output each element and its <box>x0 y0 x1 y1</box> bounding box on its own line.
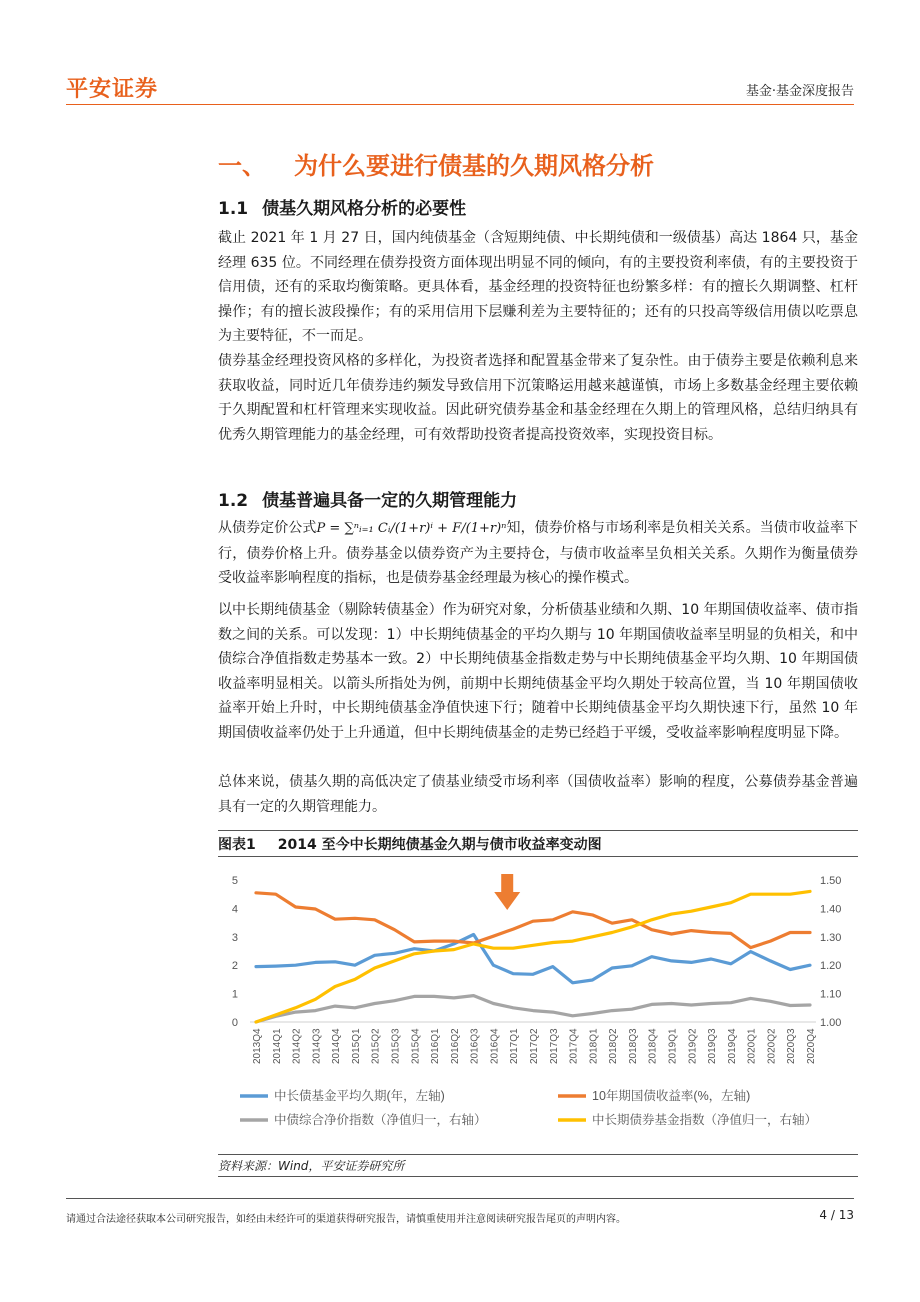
source-rule <box>218 1176 858 1177</box>
subsection-number: 1.1 <box>218 199 249 219</box>
x-axis-tick-label: 2016Q1 <box>430 1028 442 1064</box>
x-axis-tick-label: 2018Q1 <box>588 1028 600 1064</box>
section-heading <box>218 146 654 181</box>
paragraph-suffix: 知，债券价格与市场利率是负相关关系。当债市收益率下行，债券价格上升。债券基金以债券资产为主要持仓，与债市收益率呈负相关关系。久期作为衡量债券受收益率影响程度的指标，也是债券基金经理最为核心的操作模式。 <box>218 520 859 586</box>
right-axis-tick-label: 1.40 <box>820 903 842 916</box>
series-line-3 <box>256 996 810 1022</box>
left-axis-tick-label: 2 <box>231 960 238 973</box>
right-axis-tick-label: 1.30 <box>820 931 842 944</box>
figure-source: 资料来源：Wind，平安证券研究所 <box>218 1159 405 1173</box>
duration-yield-chart <box>218 858 858 1154</box>
figure-caption-rule <box>218 856 858 857</box>
report-type: 基金·基金深度报告 <box>745 84 854 99</box>
x-axis-tick-label: 2014Q1 <box>271 1028 283 1064</box>
left-axis-tick-label: 1 <box>231 988 238 1001</box>
x-axis-tick-label: 2016Q3 <box>469 1028 481 1064</box>
paragraph-1-2-b: 以中长期纯债基金（剔除转债基金）作为研究对象，分析债基业绩和久期、10 年期国债收益率、债市指数之间的关系。可以发现：1）中长期纯债基金的平均久期与 10 年期国债收益率呈明显的负相关，和中债综合净值指数走势基本一致。2）中长期纯债基金指数走势与中长期纯债基金平均久期、10 年期国债收益率明显相关。以箭头所指处为例，前期中长期纯债基金平均久期处于较高位置，当 10 年期国债收益率开始上升时，中长期纯债基金净值快速下行；随着中长期纯债基金平均久期快速下行，虽然 10 年期国债收益率仍处于上升通道，但中长期纯债基金的走势已经趋于平缓，受收益率影响程度明显下降。 <box>218 602 858 741</box>
legend-label-4: 中长期债券基金指数（净值归一，右轴） <box>592 1113 818 1127</box>
x-axis-tick-label: 2019Q3 <box>707 1028 719 1064</box>
subsection-heading-1-2 <box>218 486 517 511</box>
paragraph-1-2-c: 总体来说，债基久期的高低决定了债基业绩受市场利率（国债收益率）影响的程度，公募债券基金普遍具有一定的久期管理能力。 <box>218 774 858 815</box>
figure-title: 2014 至今中长期纯债基金久期与债市收益率变动图 <box>277 837 602 853</box>
legend-label-1: 中长债基金平均久期(年，左轴) <box>274 1089 445 1103</box>
paragraph-1-2-a <box>218 516 858 591</box>
right-axis-tick-label: 1.00 <box>820 1017 842 1029</box>
x-axis-tick-label: 2016Q2 <box>449 1028 461 1064</box>
left-axis-tick-label: 3 <box>231 931 238 944</box>
x-axis-tick-label: 2017Q1 <box>509 1028 521 1064</box>
x-axis-tick-label: 2016Q4 <box>489 1028 501 1064</box>
right-axis-tick-label: 1.20 <box>820 960 842 973</box>
left-axis-tick-label: 4 <box>231 903 238 916</box>
paragraph-1-1-b: 债券基金经理投资风格的多样化，为投资者选择和配置基金带来了复杂性。由于债券主要是依赖利息来获取收益，同时近几年债券违约频发导致信用下沉策略运用越来越谨慎，市场上多数基金经理主要依赖于久期配置和杠杆管理来实现收益。因此研究债券基金和基金经理在久期上的管理风格，总结归纳具有优秀久期管理能力的基金经理，可有效帮助投资者提高投资效率，实现投资目标。 <box>218 353 858 443</box>
x-axis-tick-label: 2015Q1 <box>350 1028 362 1064</box>
x-axis-tick-label: 2017Q4 <box>568 1028 580 1064</box>
x-axis-tick-label: 2017Q3 <box>548 1028 560 1064</box>
x-axis-tick-label: 2014Q2 <box>291 1028 303 1064</box>
x-axis-tick-label: 2017Q2 <box>529 1028 540 1064</box>
subsection-heading-1-1 <box>218 194 466 219</box>
section-title: 为什么要进行债基的久期风格分析 <box>294 152 654 180</box>
header-divider <box>66 104 854 105</box>
x-axis-tick-label: 2019Q2 <box>687 1028 699 1064</box>
x-axis-tick-label: 2014Q3 <box>311 1028 323 1064</box>
x-axis-tick-label: 2019Q4 <box>726 1028 738 1064</box>
down-arrow-icon <box>494 874 520 910</box>
legend-label-3: 中债综合净价指数（净值归一，右轴） <box>274 1113 487 1127</box>
x-axis-tick-label: 2020Q3 <box>786 1028 798 1064</box>
left-axis-tick-label: 5 <box>231 875 238 887</box>
x-axis-tick-label: 2015Q2 <box>370 1028 382 1064</box>
figure-bottom-rule <box>218 1154 858 1155</box>
left-axis-tick-label: 0 <box>231 1017 238 1029</box>
x-axis-tick-label: 2020Q4 <box>806 1028 817 1064</box>
page-number: 4 / 13 <box>819 1208 854 1222</box>
legend-label-2: 10年期国债收益率(%，左轴) <box>592 1089 751 1103</box>
subsection-title: 债基久期风格分析的必要性 <box>262 199 467 219</box>
footer-divider <box>66 1198 854 1199</box>
figure-caption <box>218 834 602 854</box>
footer-disclaimer: 请通过合法途径获取本公司研究报告，如经由未经许可的渠道获得研究报告，请慎重使用并注意阅读研究报告尾页的声明内容。 <box>66 1214 626 1225</box>
paragraph-prefix: 从债券定价公式 <box>218 520 317 536</box>
series-line-1 <box>256 935 810 983</box>
subsection-title: 债基普遍具备一定的久期管理能力 <box>262 491 518 511</box>
section-number: 一、 <box>218 152 266 180</box>
x-axis-tick-label: 2018Q3 <box>627 1028 639 1064</box>
x-axis-tick-label: 2015Q4 <box>410 1028 422 1064</box>
figure-top-rule <box>218 830 858 831</box>
paragraph-1-1-a: 截止 2021 年 1 月 27 日，国内纯债基金（含短期纯债、中长期纯债和一级债基）高达 1864 只，基金经理 635 位。不同经理在债券投资方面体现出明显不同的倾向，有的主要投资利率债，有的主要投资于信用债，还有的采取均衡策略。更具体看，基金经理的投资特征也纷繁多样：有的擅长久期调整、杠杆操作；有的擅长波段操作；有的采用信用下层赚利差为主要特征的；还有的只投高等级信用债以吃票息为主要特征，不一而足。 <box>218 230 858 344</box>
subsection-number: 1.2 <box>218 491 249 511</box>
x-axis-tick-label: 2018Q4 <box>647 1028 659 1064</box>
right-axis-tick-label: 1.50 <box>820 875 842 887</box>
series-line-2 <box>256 893 810 948</box>
x-axis-tick-label: 2015Q3 <box>390 1028 402 1064</box>
x-axis-tick-label: 2019Q1 <box>667 1028 679 1064</box>
x-axis-tick-label: 2020Q2 <box>766 1028 778 1064</box>
right-axis-tick-label: 1.10 <box>820 988 842 1001</box>
x-axis-tick-label: 2020Q1 <box>746 1028 758 1064</box>
figure-label: 图表1 <box>218 837 256 853</box>
company-logo: 平安证券 <box>66 77 159 102</box>
x-axis-tick-label: 2018Q2 <box>608 1028 620 1064</box>
bond-pricing-formula: P = ∑ⁿᵢ₌₁ Cᵢ/(1+r)ⁱ + F/(1+r)ⁿ <box>316 521 507 536</box>
x-axis-tick-label: 2013Q4 <box>252 1028 263 1064</box>
x-axis-tick-label: 2014Q4 <box>331 1028 343 1064</box>
